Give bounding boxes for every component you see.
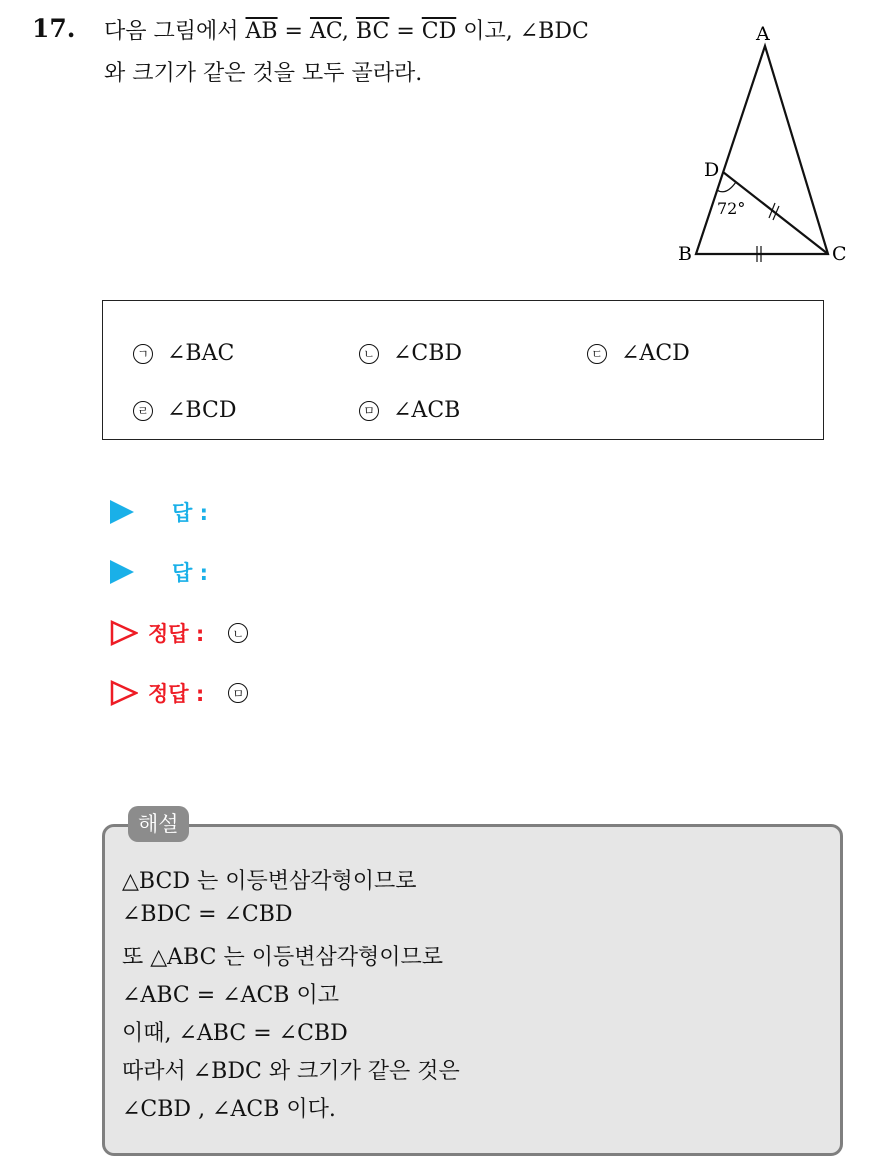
choices-box [102, 300, 824, 440]
choice-marker: ㄴ [359, 344, 379, 364]
label-d: D [704, 159, 720, 181]
triangle-figure [660, 20, 860, 270]
correct-answer-value: ㄴ [228, 623, 248, 643]
solution-title: 해설 [128, 806, 189, 842]
label-a: A [756, 23, 770, 45]
segment-cd: $\overline{CD}$ [421, 19, 457, 44]
question-number: 17. [32, 14, 76, 43]
question-text-line1 [104, 14, 589, 45]
play-arrow-icon [110, 560, 134, 584]
answer-label: 답 : [172, 561, 208, 585]
solution-line: △BCD 는 이등변삼각형이므로 [122, 869, 417, 894]
answer-row-1 [110, 497, 208, 527]
tick-dc-1 [769, 203, 775, 218]
label-b: B [678, 243, 692, 265]
solution-line: 이때, ∠ABC = ∠CBD [122, 1021, 348, 1046]
choice-marker: ㄷ [587, 344, 607, 364]
solution-line: ∠ABC = ∠ACB 이고 [122, 983, 339, 1008]
outline-arrow-icon [110, 620, 138, 646]
choice-marker: ㄱ [133, 344, 153, 364]
choice-text: ∠BCD [167, 398, 237, 423]
solution-line: ∠CBD , ∠ACB 이다. [122, 1097, 336, 1122]
question-suffix: 이고, ∠BDC [456, 19, 589, 44]
choice-text: ∠ACB [393, 398, 461, 423]
comma: , [341, 19, 356, 44]
correct-answer-row-1 [110, 618, 248, 648]
choice-text: ∠BAC [167, 341, 235, 366]
choice-text: ∠ACD [621, 341, 690, 366]
segment-ac: $\overline{AC}$ [309, 19, 342, 44]
label-c: C [832, 243, 847, 265]
solution-line: 따라서 ∠BDC 와 크기가 같은 것은 [122, 1059, 460, 1084]
solution-line: ∠BDC = ∠CBD [122, 902, 293, 927]
correct-answer-label: 정답 : [148, 682, 205, 706]
choice-5 [359, 398, 460, 423]
outline-arrow-icon [110, 680, 138, 706]
angle-label: 72° [717, 199, 746, 218]
question-text-line2: 와 크기가 같은 것을 모두 골라라. [104, 61, 423, 86]
equals-1: = [277, 19, 310, 44]
choice-3 [587, 341, 690, 366]
choice-2 [359, 341, 462, 366]
question-prefix: 다음 그림에서 [104, 19, 246, 44]
choice-marker: ㄹ [133, 401, 153, 421]
choice-4 [133, 398, 236, 423]
choice-text: ∠CBD [393, 341, 463, 366]
choice-marker: ㅁ [359, 401, 379, 421]
answer-label: 답 : [172, 501, 208, 525]
correct-answer-value: ㅁ [228, 683, 248, 703]
correct-answer-label: 정답 : [148, 622, 205, 646]
correct-answer-row-2 [110, 678, 248, 708]
triangle-abc [696, 46, 828, 254]
solution-line: 또 △ABC 는 이등변삼각형이므로 [122, 945, 443, 970]
equals-2: = [389, 19, 422, 44]
segment-ab: $\overline{AB}$ [245, 19, 278, 44]
choice-1 [133, 341, 234, 366]
play-arrow-icon [110, 500, 134, 524]
answer-row-2 [110, 557, 208, 587]
segment-bc: $\overline{BC}$ [355, 19, 390, 44]
